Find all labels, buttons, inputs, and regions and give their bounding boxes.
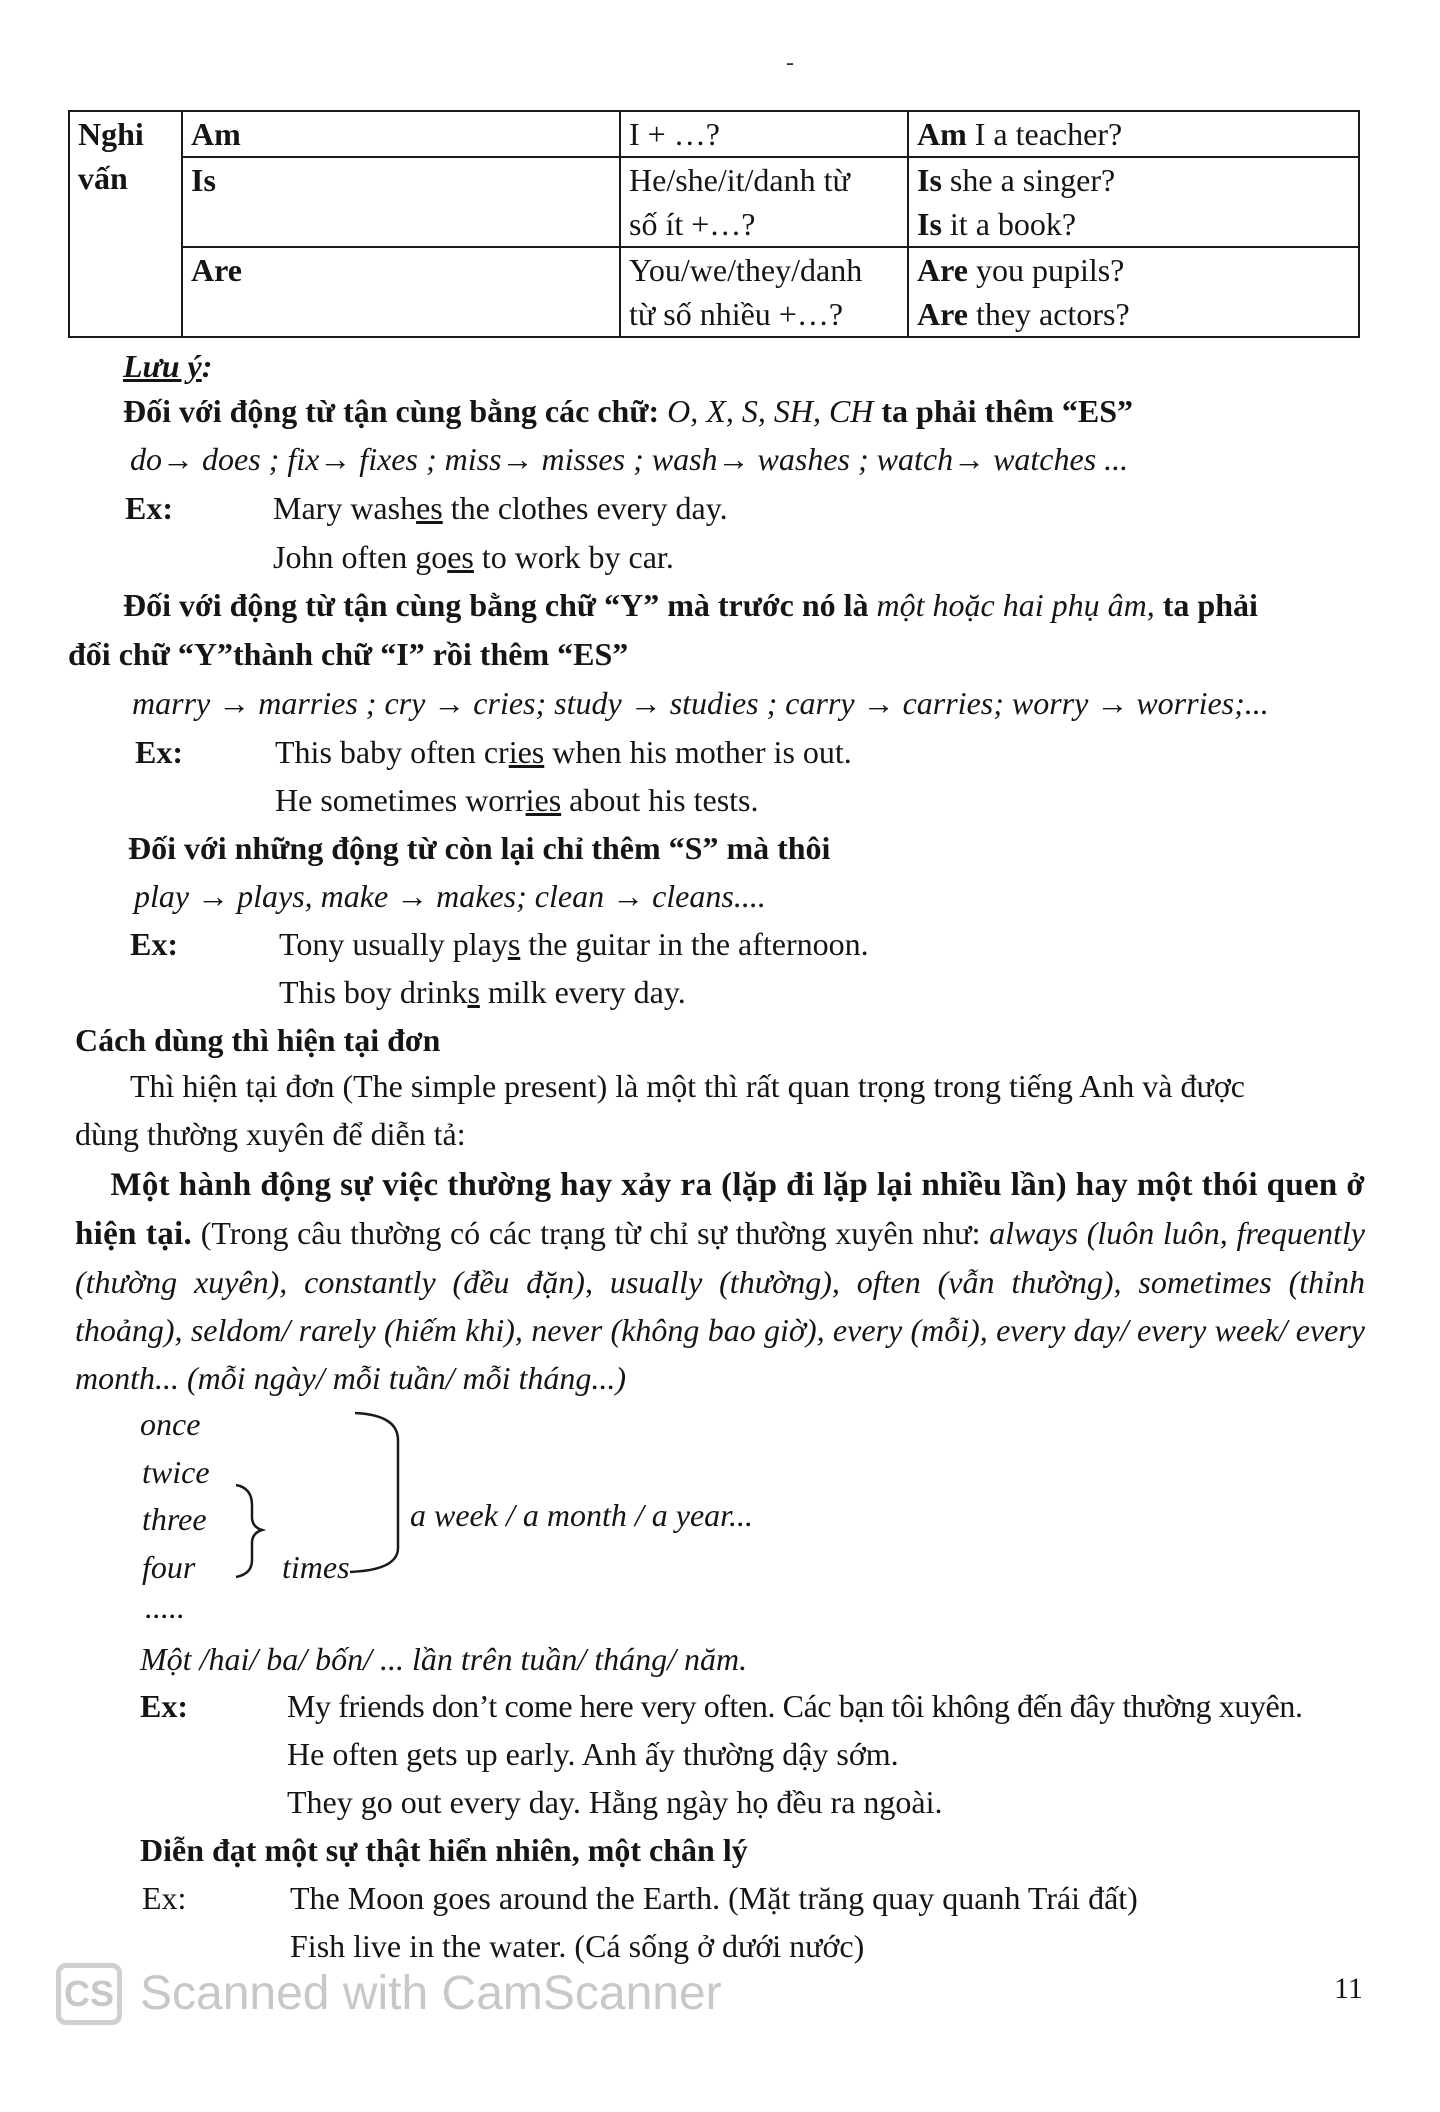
verb-cell: Am	[182, 111, 620, 157]
usage-intro-cont: dùng thường xuyên để diễn tả:	[75, 1116, 466, 1152]
freq-translation: Một /hai/ ba/ bốn/ ... lần trên tuần/ tháng/ năm.	[140, 1641, 748, 1677]
verb-cell: Are	[182, 247, 620, 337]
usage-intro: Thì hiện tại đơn (The simple present) là một thì rất quan trọng trong tiếng Anh và được	[130, 1068, 1245, 1104]
ex-label: Ex:	[130, 926, 178, 962]
rule-s-examples: play → plays, make → makes; clean → cleans....	[134, 878, 766, 914]
example-sentence: He sometimes worries about his tests.	[275, 782, 759, 818]
example-cell: Are you pupils? Are they actors?	[908, 247, 1359, 337]
usage-heading: Cách dùng thì hiện tại đơn	[75, 1022, 441, 1058]
subject-cell: You/we/they/danh từ số nhiều +…?	[620, 247, 908, 337]
rule-ies-heading-cont: đổi chữ “Y”thành chữ “I” rồi thêm “ES”	[68, 636, 629, 672]
freq-word: three	[142, 1501, 207, 1537]
rule-s-heading: Đối với những động từ còn lại chỉ thêm “S” mà thôi	[128, 830, 831, 866]
ex-label: Ex:	[135, 734, 183, 770]
rule-ies-heading: Đối với động từ tận cùng bằng chữ “Y” mà trước nó là một hoặc hai phụ âm, ta phải	[123, 587, 1258, 623]
example-cell: Am I a teacher?	[908, 111, 1359, 157]
camscanner-logo: CS	[56, 1963, 122, 2025]
example-cell: Is she a singer? Is it a book?	[908, 157, 1359, 247]
example-sentence: My friends don’t come here very often. Các bạn tôi không đến đây thường xuyên.	[287, 1688, 1303, 1724]
truth-heading: Diễn đạt một sự thật hiển nhiên, một chân lý	[140, 1832, 748, 1868]
rule-es-heading: Đối với động từ tận cùng bằng các chữ: O, X, S, SH, CH ta phải thêm “ES”	[123, 393, 1133, 429]
ex-label: Ex:	[125, 490, 173, 526]
note-label: Lưu ý:	[123, 348, 213, 384]
rule-es-examples: do→ does ; fix→ fixes ; miss→ misses ; wash→ washes ; watch→ watches ...	[130, 441, 1129, 477]
freq-word: four	[142, 1549, 196, 1585]
example-sentence: Fish live in the water. (Cá sống ở dưới nước)	[290, 1928, 865, 1964]
example-sentence: He often gets up early. Anh ấy thường dậy sớm.	[287, 1736, 899, 1772]
freq-word: .....	[145, 1589, 185, 1625]
example-sentence: John often goes to work by car.	[273, 539, 674, 575]
example-sentence: This baby often cries when his mother is out.	[275, 734, 852, 770]
example-sentence: Tony usually plays the guitar in the afternoon.	[279, 926, 869, 962]
subject-cell: I + …?	[620, 111, 908, 157]
verb-cell: Is	[182, 157, 620, 247]
example-sentence: The Moon goes around the Earth. (Mặt trăng quay quanh Trái đất)	[290, 1880, 1138, 1916]
example-sentence: Mary washes the clothes every day.	[273, 490, 728, 526]
freq-times: times	[282, 1549, 350, 1585]
subject-cell: He/she/it/danh từ số ít +…?	[620, 157, 908, 247]
scanner-watermark: Scanned with CamScanner	[140, 1967, 722, 2020]
question-label-cell: Nghi vấn	[69, 111, 182, 337]
example-sentence: This boy drinks milk every day.	[279, 974, 686, 1010]
freq-period: a week / a month / a year...	[410, 1497, 754, 1533]
top-mark: -	[786, 50, 794, 76]
freq-word: once	[140, 1406, 201, 1442]
ex-label: Ex:	[140, 1688, 188, 1724]
habit-paragraph: Một hành động sự việc thường hay xảy ra (lặp đi lặp lại nhiều lần) hay một thói quen ở hiện tại. (Trong câu thường có các trạng từ chỉ sự thường xuyên như: always (luôn luôn, frequently (thường xuyên), constantly (đều đặn), usually (thường), often (vẫn thường), sometimes (thỉnh thoảng), seldom/ rarely (hiếm khi), never (không bao giờ), every (mỗi), every day/ every week/ every month... (mỗi ngày/ mỗi tuần/ mỗi tháng...)	[75, 1167, 1365, 1396]
ex-label: Ex:	[142, 1880, 187, 1916]
page-number: 11	[1334, 1972, 1363, 2005]
example-sentence: They go out every day. Hằng ngày họ đều ra ngoài.	[287, 1784, 943, 1820]
rule-ies-examples: marry → marries ; cry → cries; study → studies ; carry → carries; worry → worries;...	[132, 685, 1269, 721]
freq-word: twice	[142, 1454, 210, 1490]
